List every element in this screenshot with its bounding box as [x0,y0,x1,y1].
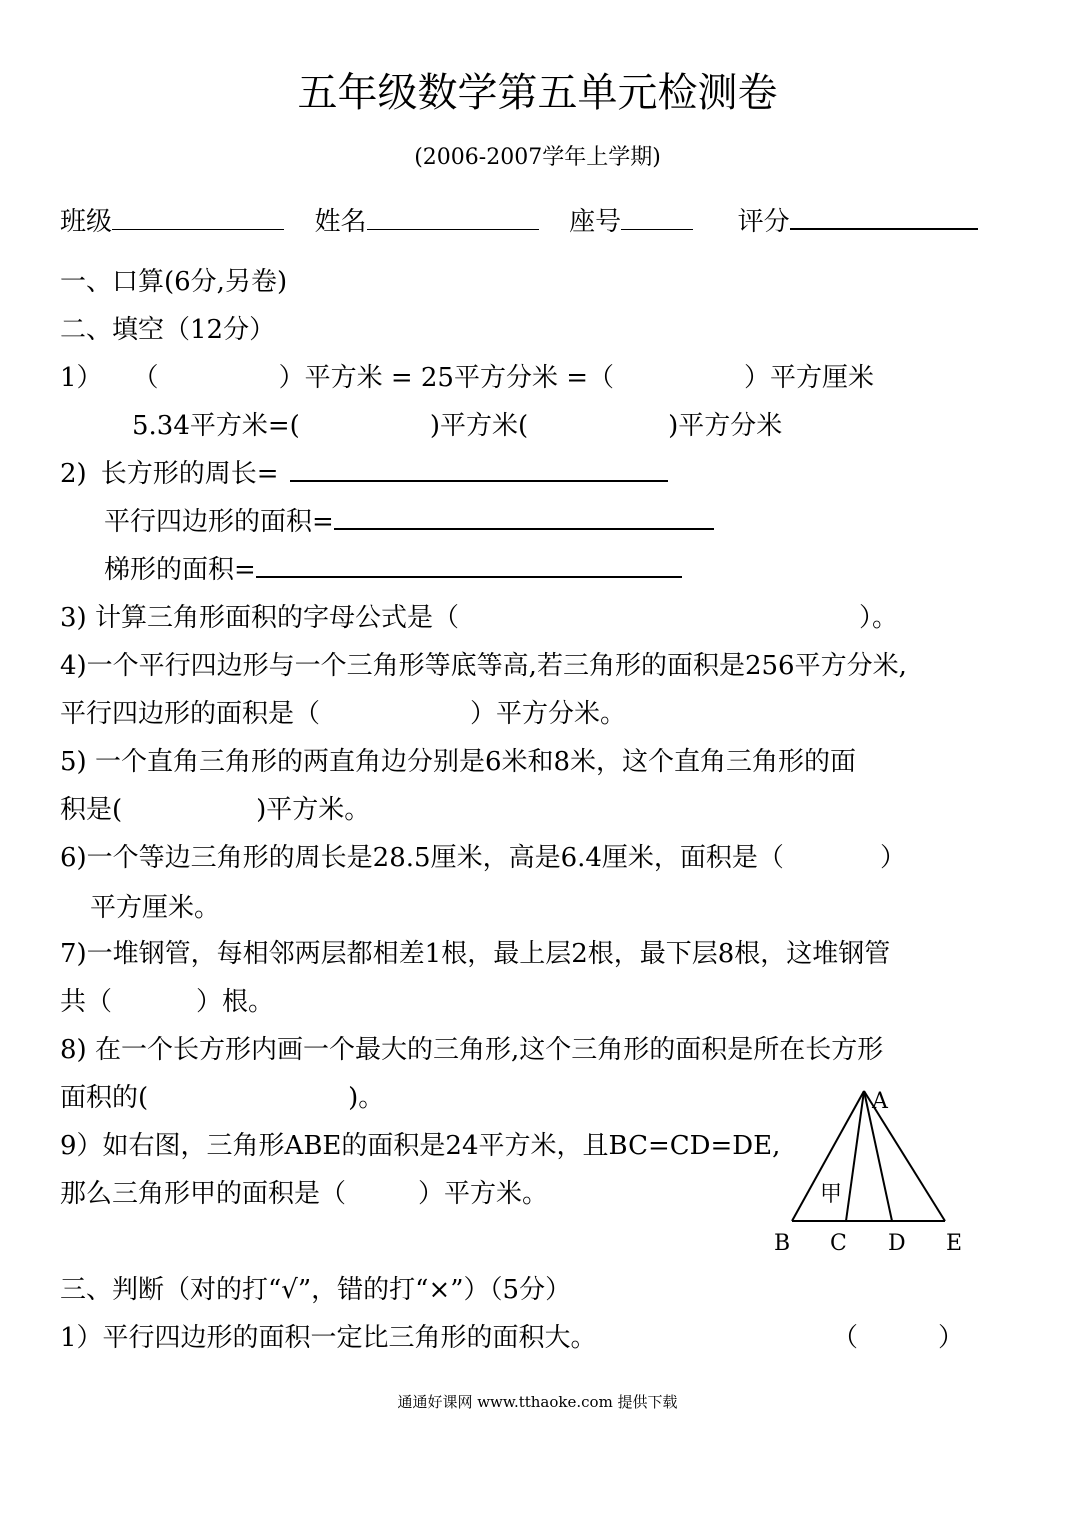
parallelogram-area-line[interactable] [334,506,714,530]
page-subtitle: (2006-2007学年上学期) [414,145,661,170]
question-6: 6)一个等边三角形的周长是28.5厘米，高是6.4厘米，面积是（ ） [60,843,906,873]
question-1-line2: 5.34平方米=( )平方米( )平方分米 [132,411,783,441]
name-label: 姓名 [314,207,367,237]
label-d: D [888,1231,906,1256]
seat-field[interactable] [621,207,693,230]
question-6-line2: 平方厘米。 [90,893,221,923]
question-2-trap: 梯形的面积= [104,554,682,586]
question-1: 1） （ ）平方米 = 25平方分米 =（ ）平方厘米 [60,363,875,393]
footer-credit: 通通好课网 www.tthaoke.com 提供下载 [397,1393,678,1411]
label-e: E [946,1231,963,1256]
class-field[interactable] [112,207,284,230]
name-field[interactable] [367,207,539,230]
question-8: 8) 在一个长方形内画一个最大的三角形,这个三角形的面积是所在长方形 [60,1035,884,1065]
question-7: 7)一堆钢管，每相邻两层都相差1根，最上层2根，最下层8根，这堆钢管 [60,939,891,969]
triangle-segment-ac [846,1091,864,1221]
question-9: 9）如右图，三角形ABE的面积是24平方米，且BC=CD=DE, [60,1131,781,1161]
trapezoid-area-line[interactable] [256,554,682,578]
label-c: C [830,1231,847,1256]
page-title: 五年级数学第五单元检测卷 [297,70,778,116]
question-4: 4)一个平行四边形与一个三角形等底等高,若三角形的面积是256平方分米, [60,651,907,681]
question-2-para: 平行四边形的面积= [104,506,714,538]
header-row [60,206,978,238]
question-2: 2) 长方形的周长= [60,458,668,490]
score-label: 评分 [737,207,790,237]
seat-label: 座号 [569,207,622,237]
question-9-line2: 那么三角形甲的面积是（ ）平方米。 [60,1179,549,1209]
judge-1-bracket[interactable]: （ ） [832,1323,965,1353]
section-oral: 一、口算(6分,另卷) [60,267,288,297]
triangle-figure [760,1080,980,1265]
question-8-line2: 面积的( )。 [60,1083,385,1113]
class-label: 班级 [60,207,113,237]
label-b: B [774,1231,791,1256]
label-a: A [872,1089,888,1114]
section-fill: 二、填空（12分） [60,315,276,345]
section-judge: 三、判断（对的打“√”，错的打“×”）（5分） [60,1275,572,1305]
question-5: 5) 一个直角三角形的两直角边分别是6米和8米，这个直角三角形的面 [60,747,857,777]
question-4-line2: 平行四边形的面积是（ ）平方分米。 [60,699,627,729]
label-jia: 甲 [820,1182,843,1207]
judge-1: 1）平行四边形的面积一定比三角形的面积大。 [60,1323,597,1353]
rect-perimeter-line[interactable] [290,458,668,482]
score-field[interactable] [790,206,978,230]
question-7-line2: 共（ ）根。 [60,987,275,1017]
question-3: 3) 计算三角形面积的字母公式是（ ）。 [60,603,898,633]
question-5-line2: 积是( )平方米。 [60,795,371,825]
